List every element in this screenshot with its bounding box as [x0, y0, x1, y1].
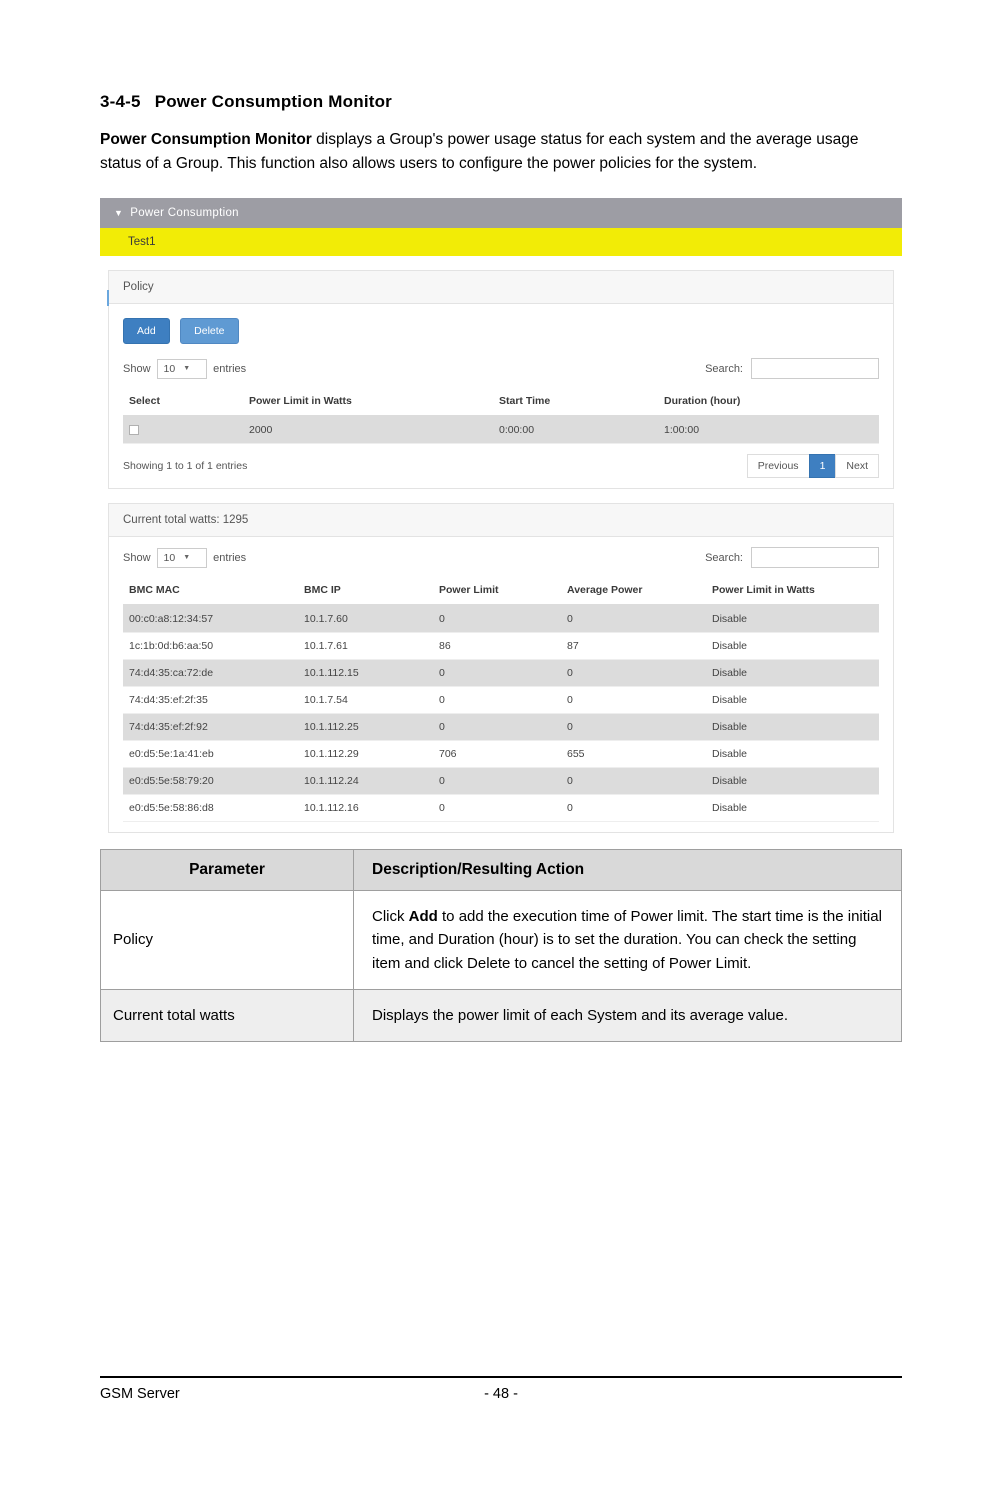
table-row[interactable] [123, 633, 879, 660]
table-row[interactable] [123, 741, 879, 768]
cell-bmc-mac: 00:c0:a8:12:34:57 [123, 605, 298, 633]
cell-bmc-mac: e0:d5:5e:1a:41:eb [123, 741, 298, 768]
cell-bmc-ip: 10.1.7.60 [298, 605, 433, 633]
header-description: Description/Resulting Action [354, 850, 902, 891]
cell-power-limit: 0 [433, 714, 561, 741]
desc-pre: Click [372, 908, 409, 926]
show-label: Show [123, 362, 151, 375]
policy-table-controls [123, 358, 879, 379]
chevron-down-icon: ▼ [183, 365, 191, 373]
desc-bold: Add [408, 908, 438, 926]
policy-pagination [748, 454, 879, 478]
search-label: Search: [705, 551, 743, 564]
page-size-value: 10 [163, 362, 176, 375]
intro-paragraph [100, 128, 902, 176]
col-select[interactable]: Select [123, 389, 243, 416]
col-bmc-mac[interactable]: BMC MAC [123, 578, 298, 605]
cell-power-limit-watts: Disable [706, 768, 879, 795]
cell-bmc-mac: 1c:1b:0d:b6:aa:50 [123, 633, 298, 660]
row-start-time: 0:00:00 [493, 416, 658, 444]
param-name-policy: Policy [101, 891, 354, 990]
policy-card-body [109, 304, 893, 488]
policy-card-header: Policy [109, 271, 893, 304]
pagination-previous[interactable]: Previous [747, 454, 810, 478]
cell-average-power: 0 [561, 768, 706, 795]
panel-titlebar[interactable] [100, 198, 902, 228]
current-watts-table [123, 578, 879, 822]
panel-title: Power Consumption [130, 207, 239, 220]
page-footer [100, 1386, 902, 1402]
delete-button[interactable]: Delete [180, 318, 238, 344]
col-power-limit[interactable]: Power Limit [433, 578, 561, 605]
desc-pre: Displays the power limit of each System and its average value. [372, 1006, 789, 1024]
current-search [705, 547, 879, 568]
chevron-down-icon[interactable]: ▼ [114, 208, 124, 219]
cell-bmc-ip: 10.1.112.25 [298, 714, 433, 741]
section-number: 3-4-5 [100, 92, 141, 111]
policy-show-entries [123, 359, 246, 379]
cell-power-limit: 86 [433, 633, 561, 660]
row-checkbox[interactable] [129, 425, 139, 435]
cell-average-power: 87 [561, 633, 706, 660]
header-parameter: Parameter [101, 850, 354, 891]
cell-bmc-ip: 10.1.112.24 [298, 768, 433, 795]
parameter-table-header [101, 850, 902, 891]
scroll-tick [107, 290, 109, 306]
cell-power-limit: 0 [433, 660, 561, 687]
row-duration: 1:00:00 [658, 416, 879, 444]
show-label: Show [123, 551, 151, 564]
entries-label: entries [213, 362, 247, 375]
table-row[interactable] [123, 795, 879, 822]
policy-search [705, 358, 879, 379]
current-watts-card [108, 503, 894, 833]
col-average-power[interactable]: Average Power [561, 578, 706, 605]
row-power-limit: 2000 [243, 416, 493, 444]
cell-bmc-ip: 10.1.7.61 [298, 633, 433, 660]
cell-power-limit: 706 [433, 741, 561, 768]
cell-bmc-ip: 10.1.112.29 [298, 741, 433, 768]
page-size-value: 10 [163, 551, 176, 564]
cell-average-power: 0 [561, 660, 706, 687]
footer-divider [100, 1376, 902, 1378]
table-row [101, 989, 902, 1041]
cell-power-limit-watts: Disable [706, 605, 879, 633]
cell-power-limit-watts: Disable [706, 714, 879, 741]
table-row[interactable] [123, 416, 879, 444]
cell-bmc-ip: 10.1.112.16 [298, 795, 433, 822]
policy-table [123, 389, 879, 444]
row-select-cell[interactable] [123, 416, 243, 444]
search-input[interactable] [751, 547, 879, 568]
cell-power-limit-watts: Disable [706, 660, 879, 687]
cell-average-power: 655 [561, 741, 706, 768]
cell-bmc-ip: 10.1.112.15 [298, 660, 433, 687]
cell-power-limit: 0 [433, 795, 561, 822]
footer-left: GSM Server [100, 1386, 180, 1402]
cell-average-power: 0 [561, 605, 706, 633]
col-power-limit-in-watts[interactable]: Power Limit in Watts [706, 578, 879, 605]
desc-post: to add the execution time of Power limit. The start time is the initial time, and Duration (hour) is to set the duration. You can check the setting item and click Delete to cancel the setting of Power Limit. [372, 908, 882, 972]
table-row[interactable] [123, 714, 879, 741]
cell-bmc-mac: 74:d4:35:ca:72:de [123, 660, 298, 687]
policy-card [108, 270, 894, 489]
param-name-current-total-watts: Current total watts [101, 989, 354, 1041]
cell-power-limit: 0 [433, 605, 561, 633]
intro-bold: Power Consumption Monitor [100, 131, 312, 148]
intro-rest: displays a Group's power usage status for each system and the average usage status of a Group. This function also allows users to configure the power policies for the system. [100, 131, 859, 173]
chevron-down-icon: ▼ [183, 554, 191, 562]
search-input[interactable] [751, 358, 879, 379]
parameter-table [100, 849, 902, 1042]
policy-button-row [123, 318, 879, 344]
entries-label: entries [213, 551, 247, 564]
col-bmc-ip[interactable]: BMC IP [298, 578, 433, 605]
screenshot-figure [100, 198, 902, 847]
spacer [100, 256, 902, 270]
policy-entries-info: Showing 1 to 1 of 1 entries [123, 460, 248, 473]
cell-bmc-mac: e0:d5:5e:58:86:d8 [123, 795, 298, 822]
search-label: Search: [705, 362, 743, 375]
param-desc-current-total-watts [354, 989, 902, 1041]
cell-power-limit-watts: Disable [706, 687, 879, 714]
cell-power-limit-watts: Disable [706, 741, 879, 768]
table-row[interactable] [123, 605, 879, 633]
page-content [100, 92, 902, 1042]
cell-average-power: 0 [561, 714, 706, 741]
table-row [101, 891, 902, 990]
cell-bmc-mac: 74:d4:35:ef:2f:35 [123, 687, 298, 714]
current-watts-header: Current total watts: 1295 [109, 504, 893, 537]
current-show-entries [123, 548, 246, 568]
current-table-header-row [123, 578, 879, 605]
current-table-body [123, 605, 879, 822]
table-row[interactable] [123, 687, 879, 714]
page-size-select[interactable] [157, 359, 208, 379]
cell-power-limit-watts: Disable [706, 633, 879, 660]
col-start-time[interactable]: Start Time [493, 389, 658, 416]
group-tab-test1[interactable]: Test1 [100, 228, 902, 256]
table-row[interactable] [123, 768, 879, 795]
current-table-controls [123, 547, 879, 568]
section-title: Power Consumption Monitor [154, 92, 393, 111]
pagination-next[interactable]: Next [835, 454, 879, 478]
add-button[interactable]: Add [123, 318, 170, 344]
table-row[interactable] [123, 660, 879, 687]
cell-power-limit-watts: Disable [706, 795, 879, 822]
current-watts-body [109, 537, 893, 832]
cell-bmc-mac: e0:d5:5e:58:79:20 [123, 768, 298, 795]
cell-bmc-mac: 74:d4:35:ef:2f:92 [123, 714, 298, 741]
param-desc-policy [354, 891, 902, 990]
cell-power-limit: 0 [433, 768, 561, 795]
col-power-limit-watts[interactable]: Power Limit in Watts [243, 389, 493, 416]
pagination-page-1[interactable]: 1 [809, 454, 837, 478]
policy-table-header-row [123, 389, 879, 416]
cell-power-limit: 0 [433, 687, 561, 714]
policy-table-footer [123, 444, 879, 478]
section-heading [100, 92, 902, 112]
cell-average-power: 0 [561, 795, 706, 822]
col-duration[interactable]: Duration (hour) [658, 389, 879, 416]
cell-average-power: 0 [561, 687, 706, 714]
footer-page-number: - 48 - [484, 1386, 518, 1402]
cell-bmc-ip: 10.1.7.54 [298, 687, 433, 714]
page-size-select[interactable] [157, 548, 208, 568]
